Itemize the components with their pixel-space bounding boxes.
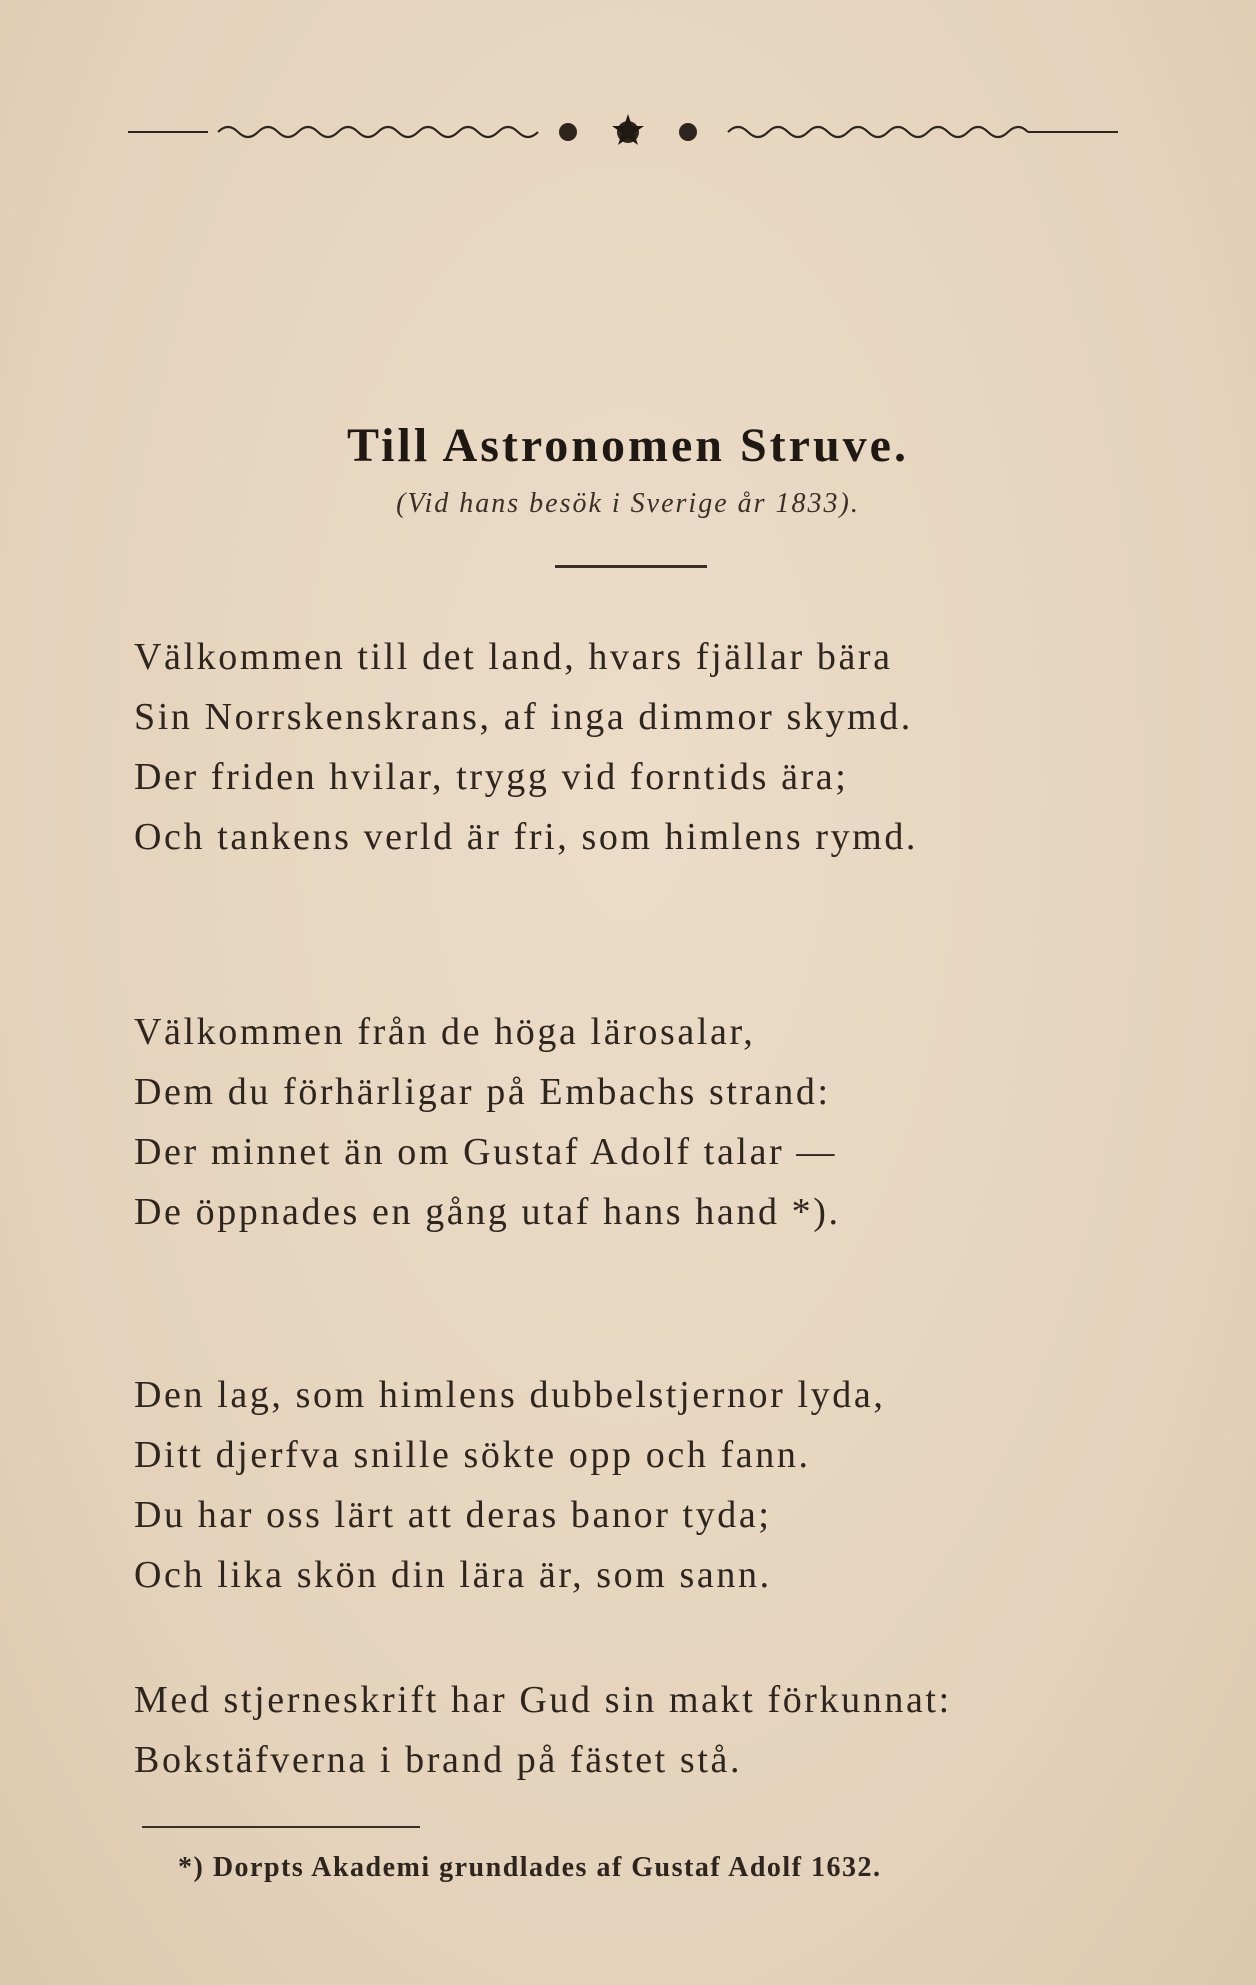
stanza-1-line-4: Och tankens verld är fri, som himlens rymd. <box>134 816 919 858</box>
stanza-4-line-1: Med stjerneskrift har Gud sin makt förkunnat: <box>134 1679 952 1721</box>
stanza-3-line-1: Den lag, som himlens dubbelstjernor lyda, <box>134 1374 886 1416</box>
stanza-1-line-2: Sin Norrskenskrans, af inga dimmor skymd. <box>134 696 913 738</box>
poem-subtitle: (Vid hans besök i Sverige år 1833). <box>396 488 860 519</box>
stanza-1 <box>134 627 918 867</box>
footnote-divider <box>142 1826 420 1828</box>
title-divider <box>555 565 707 568</box>
footnote: *) Dorpts Akademi grundlades af Gustaf Adolf 1632. <box>178 1852 882 1883</box>
stanza-2 <box>134 1002 841 1242</box>
stanza-2-line-4: De öppnades en gång utaf hans hand *). <box>134 1191 841 1233</box>
stanza-2-line-1: Välkommen från de höga lärosalar, <box>134 1011 756 1053</box>
stanza-3-line-2: Ditt djerfva snille sökte opp och fann. <box>134 1434 811 1476</box>
stanza-1-line-3: Der friden hvilar, trygg vid forntids ära; <box>134 756 849 798</box>
stanza-4 <box>134 1670 952 1790</box>
stanza-3 <box>134 1365 885 1605</box>
stanza-3-line-4: Och lika skön din lära är, som sann. <box>134 1554 772 1596</box>
stanza-4-line-2: Bokstäfverna i brand på fästet stå. <box>134 1739 743 1781</box>
poem-title: Till Astronomen Struve. <box>347 419 909 472</box>
stanza-2-line-2: Dem du förhärligar på Embachs strand: <box>134 1071 831 1113</box>
decorative-ornament-rule <box>128 112 1118 152</box>
stanza-2-line-3: Der minnet än om Gustaf Adolf talar — <box>134 1131 837 1173</box>
stanza-3-line-3: Du har oss lärt att deras banor tyda; <box>134 1494 772 1536</box>
stanza-1-line-1: Välkommen till det land, hvars fjällar bära <box>134 636 893 678</box>
